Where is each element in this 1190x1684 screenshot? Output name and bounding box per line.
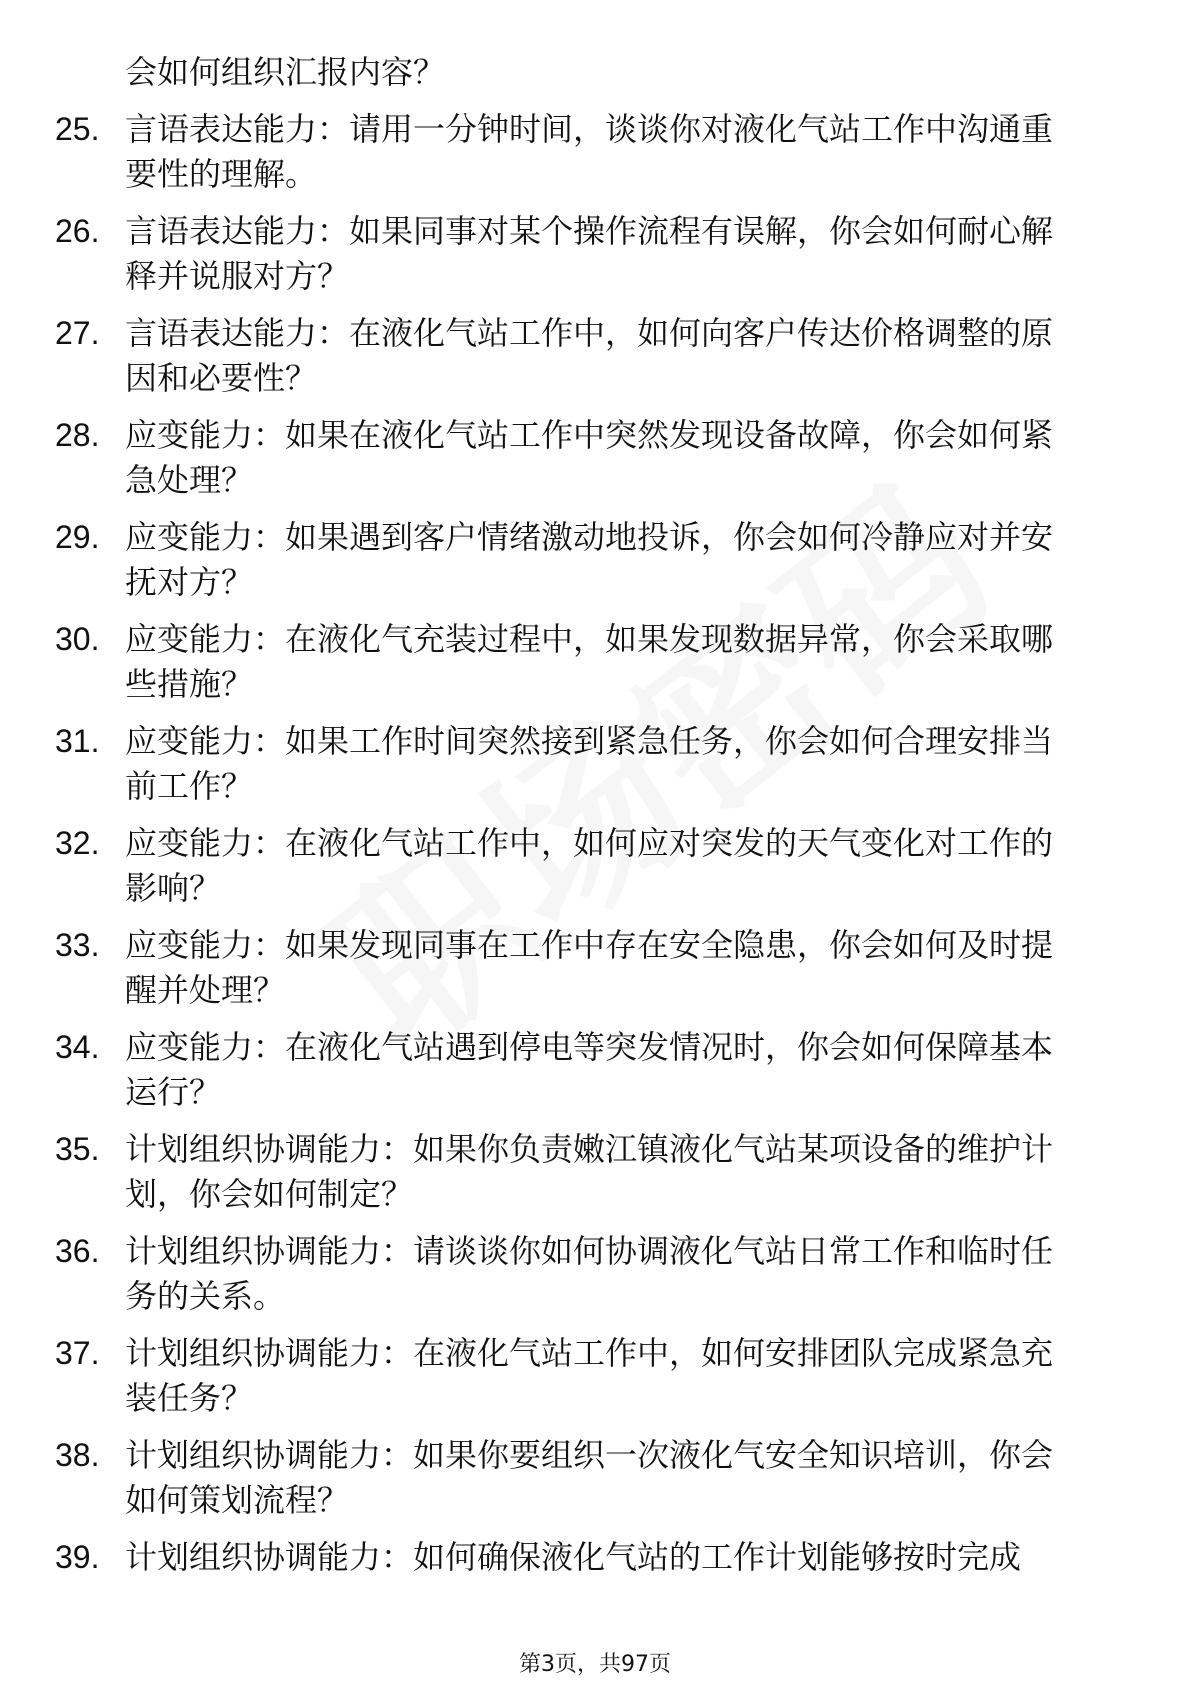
item-number: 26. <box>55 213 100 249</box>
item-text: 言语表达能力：如果同事对某个操作流程有误解，你会如何耐心解释并说服对方？ <box>125 212 1054 295</box>
item-text: 应变能力：在液化气充装过程中，如果发现数据异常，你会采取哪些措施？ <box>125 620 1054 703</box>
item-number: 32. <box>55 825 100 861</box>
page-footer: 第3页，共97页 <box>519 1652 671 1677</box>
item-text: 应变能力：如果发现同事在工作中存在安全隐患，你会如何及时提醒并处理？ <box>125 926 1054 1009</box>
item-text: 应变能力：如果在液化气站工作中突然发现设备故障，你会如何紧急处理？ <box>125 416 1054 499</box>
item-number: 29. <box>55 519 100 555</box>
item-text: 计划组织协调能力：请谈谈你如何协调液化气站日常工作和临时任务的关系。 <box>125 1232 1054 1315</box>
item-text: 应变能力：在液化气站遇到停电等突发情况时，你会如何保障基本运行？ <box>125 1028 1054 1111</box>
list-item <box>55 719 1115 809</box>
item-number: 25. <box>55 111 100 147</box>
item-number: 31. <box>55 723 100 759</box>
item-text: 计划组织协调能力：如果你要组织一次液化气安全知识培训，你会如何策划流程？ <box>125 1436 1054 1519</box>
list-item <box>55 1229 1115 1319</box>
list-item <box>55 107 1115 197</box>
list-item <box>55 515 1115 605</box>
item-number: 37. <box>55 1335 100 1371</box>
list-item <box>55 1025 1115 1115</box>
item-number: 36. <box>55 1233 100 1269</box>
list-item <box>55 821 1115 911</box>
item-number: 35. <box>55 1131 100 1167</box>
list-item <box>55 1127 1115 1217</box>
item-text: 会如何组织汇报内容？ <box>125 53 446 91</box>
list-item <box>55 1433 1115 1523</box>
item-text: 计划组织协调能力：在液化气站工作中，如何安排团队完成紧急充装任务？ <box>125 1334 1054 1417</box>
list-item <box>55 413 1115 503</box>
item-text: 应变能力：在液化气站工作中，如何应对突发的天气变化对工作的影响？ <box>125 824 1054 907</box>
item-text: 言语表达能力：请用一分钟时间，谈谈你对液化气站工作中沟通重要性的理解。 <box>125 110 1054 193</box>
item-number: 33. <box>55 927 100 963</box>
item-number: 38. <box>55 1437 100 1473</box>
list-item <box>55 1331 1115 1421</box>
item-number: 27. <box>55 315 100 351</box>
item-number: 28. <box>55 417 100 453</box>
item-text: 应变能力：如果遇到客户情绪激动地投诉，你会如何冷静应对并安抚对方？ <box>125 518 1054 601</box>
item-number: 34. <box>55 1029 100 1065</box>
list-item <box>55 1535 1115 1580</box>
item-number: 30. <box>55 621 100 657</box>
item-text: 计划组织协调能力：如何确保液化气站的工作计划能够按时完成 <box>125 1538 1022 1576</box>
item-text: 应变能力：如果工作时间突然接到紧急任务，你会如何合理安排当前工作？ <box>125 722 1054 805</box>
item-number: 39. <box>55 1539 100 1575</box>
list-item <box>55 209 1115 299</box>
list-item <box>55 50 1115 95</box>
question-list <box>55 50 1115 1592</box>
list-item <box>55 923 1115 1013</box>
list-item <box>55 311 1115 401</box>
list-item <box>55 617 1115 707</box>
item-text: 计划组织协调能力：如果你负责嫩江镇液化气站某项设备的维护计划，你会如何制定？ <box>125 1130 1054 1213</box>
item-text: 言语表达能力：在液化气站工作中，如何向客户传达价格调整的原因和必要性？ <box>125 314 1054 397</box>
